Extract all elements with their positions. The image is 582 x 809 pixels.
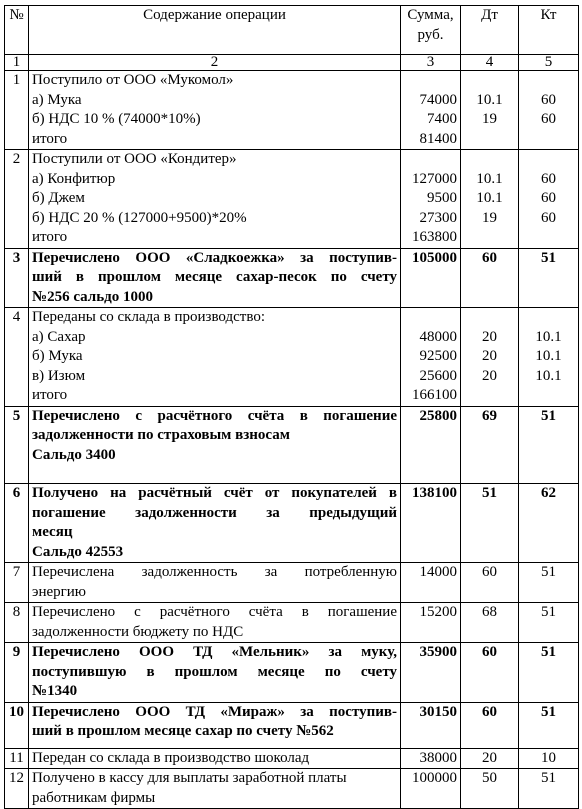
table-row xyxy=(5,748,579,769)
index-cell: 5 xyxy=(519,55,579,71)
table-row xyxy=(5,702,579,748)
op-debit: 20 xyxy=(461,748,519,769)
op-description: Перечислено ООО «Сладкоежка» за поступив- ший в прошлом месяце сахар-песок по счету №256 сальдо 1000 xyxy=(29,248,401,308)
table-row xyxy=(5,308,579,407)
index-cell: 1 xyxy=(5,55,29,71)
header-content: Содержание операции xyxy=(29,6,401,55)
op-description: Перечислено с расчётного счёта в погашение задолженности бюджету по НДС xyxy=(29,603,401,643)
op-credit: 51 xyxy=(519,643,579,703)
index-cell: 2 xyxy=(29,55,401,71)
op-debit: 60 xyxy=(461,702,519,748)
op-credit: 60 60 60 xyxy=(519,150,579,249)
header-num: № xyxy=(5,6,29,55)
op-description: Поступили от ООО «Кондитер» а) Конфитюр б) Джем б) НДС 20 % (127000+9500)*20% итого xyxy=(29,150,401,249)
table-row xyxy=(5,563,579,603)
header-credit: Кт xyxy=(519,6,579,55)
op-credit: 51 xyxy=(519,702,579,748)
table-row xyxy=(5,603,579,643)
header-row xyxy=(5,6,579,55)
header-debit: Дт xyxy=(461,6,519,55)
op-debit: 68 xyxy=(461,603,519,643)
op-description: Получено на расчётный счёт от покупателей в погашение задолженности за предыдущий месяц Сальдо 42553 xyxy=(29,484,401,563)
table-row xyxy=(5,150,579,249)
op-description: Перечислено ООО ТД «Мираж» за поступив- ший в прошлом месяце сахар по счету №562 xyxy=(29,702,401,748)
op-debit: 60 xyxy=(461,248,519,308)
index-cell: 4 xyxy=(461,55,519,71)
op-number: 4 xyxy=(5,308,29,407)
op-debit: 51 xyxy=(461,484,519,563)
op-credit: 10.1 10.1 10.1 xyxy=(519,308,579,407)
index-cell: 3 xyxy=(401,55,461,71)
op-description: Перечислена задолженность за потребленную энергию xyxy=(29,563,401,603)
header-sum-line1: Сумма, xyxy=(407,7,454,23)
op-number: 6 xyxy=(5,484,29,563)
op-number: 2 xyxy=(5,150,29,249)
op-sum: 74000 7400 81400 xyxy=(401,71,461,150)
op-sum: 100000 xyxy=(401,769,461,809)
op-debit: 60 xyxy=(461,643,519,703)
op-description: Передан со склада в производство шоколад xyxy=(29,748,401,769)
op-credit: 62 xyxy=(519,484,579,563)
op-sum: 25800 xyxy=(401,406,461,484)
op-debit: 10.1 19 xyxy=(461,71,519,150)
op-number: 5 xyxy=(5,406,29,484)
op-sum: 30150 xyxy=(401,702,461,748)
operations-table xyxy=(4,5,579,809)
op-number: 9 xyxy=(5,643,29,703)
op-number: 12 xyxy=(5,769,29,809)
op-description: Переданы со склада в производство: а) Сахар б) Мука в) Изюм итого xyxy=(29,308,401,407)
op-debit: 60 xyxy=(461,563,519,603)
op-number: 7 xyxy=(5,563,29,603)
index-row xyxy=(5,55,579,71)
op-sum: 15200 xyxy=(401,603,461,643)
op-sum: 105000 xyxy=(401,248,461,308)
header-sum xyxy=(401,6,461,55)
op-sum: 35900 xyxy=(401,643,461,703)
table-row xyxy=(5,71,579,150)
op-debit: 20 20 20 xyxy=(461,308,519,407)
op-debit: 10.1 10.1 19 xyxy=(461,150,519,249)
op-credit: 60 60 xyxy=(519,71,579,150)
table-row xyxy=(5,484,579,563)
op-sum: 14000 xyxy=(401,563,461,603)
op-description: Перечислено ООО ТД «Мельник» за муку, поступившую в прошлом месяце по счету №1340 xyxy=(29,643,401,703)
op-credit: 51 xyxy=(519,406,579,484)
table-row xyxy=(5,769,579,809)
op-description: Поступило от ООО «Мукомол» а) Мука б) НДС 10 % (74000*10%) итого xyxy=(29,71,401,150)
op-debit: 50 xyxy=(461,769,519,809)
op-number: 8 xyxy=(5,603,29,643)
op-credit: 51 xyxy=(519,248,579,308)
table-row xyxy=(5,406,579,484)
op-sum: 138100 xyxy=(401,484,461,563)
op-sum: 127000 9500 27300 163800 xyxy=(401,150,461,249)
op-number: 11 xyxy=(5,748,29,769)
op-debit: 69 xyxy=(461,406,519,484)
table-row xyxy=(5,643,579,703)
op-description: Получено в кассу для выплаты заработной платы работникам фирмы xyxy=(29,769,401,809)
table-row xyxy=(5,248,579,308)
op-credit: 51 xyxy=(519,603,579,643)
op-number: 10 xyxy=(5,702,29,748)
op-number: 1 xyxy=(5,71,29,150)
op-sum: 38000 xyxy=(401,748,461,769)
header-sum-line2: руб. xyxy=(417,26,444,43)
op-sum: 48000 92500 25600 166100 xyxy=(401,308,461,407)
op-credit: 10 xyxy=(519,748,579,769)
op-number: 3 xyxy=(5,248,29,308)
op-credit: 51 xyxy=(519,563,579,603)
op-description: Перечислено с расчётного счёта в погашение задолженности по страховым взносам Сальдо 3400 xyxy=(29,406,401,484)
op-credit: 51 xyxy=(519,769,579,809)
